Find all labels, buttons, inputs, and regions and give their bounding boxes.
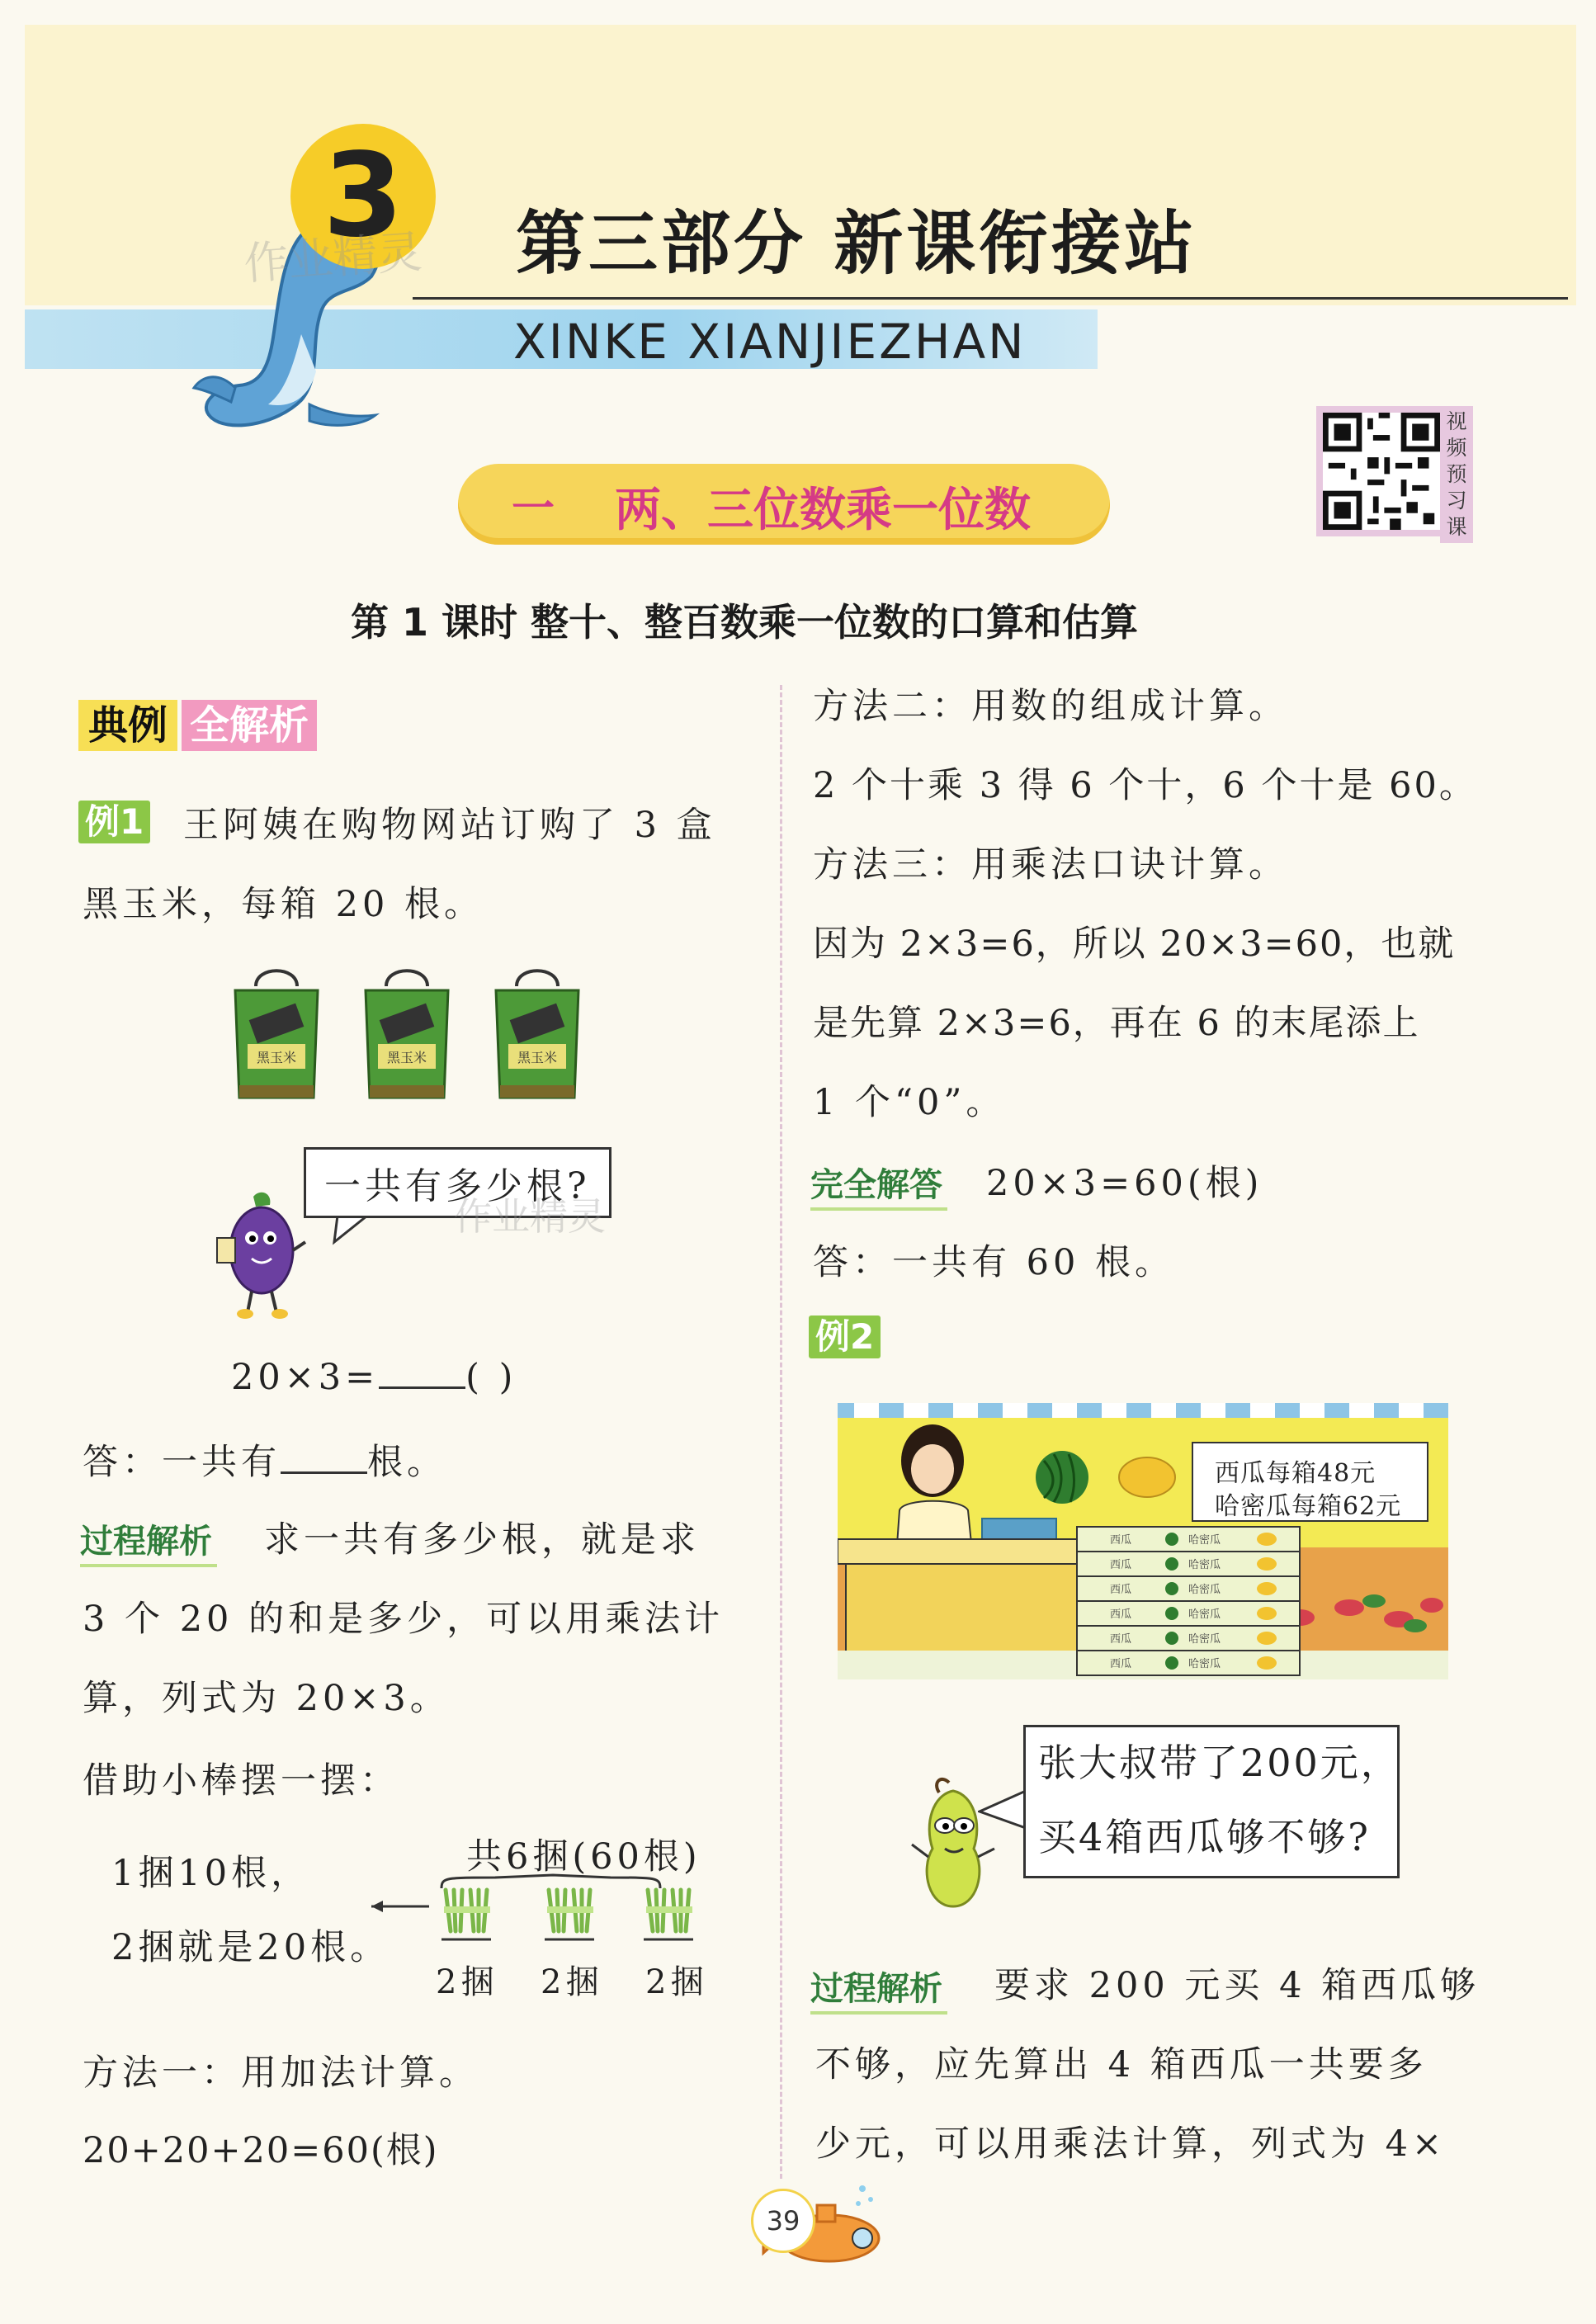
price-line-2: 哈密瓜每箱62元 xyxy=(1215,1492,1402,1521)
sticks-intro: 借助小棒摆一摆： xyxy=(83,1760,399,1802)
watermark: 作业精灵 xyxy=(242,225,424,290)
qr-label: 视频预习课 xyxy=(1440,406,1473,543)
box-label-watermelon: 西瓜 xyxy=(1110,1658,1132,1670)
box-label-watermelon: 西瓜 xyxy=(1110,1584,1132,1596)
full-answer-label: 完全解答 xyxy=(810,1159,947,1211)
box-label-watermelon: 西瓜 xyxy=(1110,1559,1132,1571)
sticks-total: 共6捆(60根) xyxy=(466,1836,701,1878)
formula-prefix: 20×3= xyxy=(231,1357,380,1398)
qr-code[interactable] xyxy=(1316,406,1447,536)
example2-tag: 例2 xyxy=(809,1316,881,1358)
bundle-label: 2捆 xyxy=(645,1963,708,2001)
speech-line-2: 买4箱西瓜够不够? xyxy=(1038,1815,1371,1859)
box-label-watermelon: 西瓜 xyxy=(1110,1608,1132,1621)
chapter-number: 3 xyxy=(323,129,404,263)
corn-bag-label: 黑玉米 xyxy=(386,1050,427,1065)
box-label-melon: 哈密瓜 xyxy=(1188,1633,1221,1646)
box-label-watermelon: 西瓜 xyxy=(1110,1633,1132,1646)
watermark: 作业精灵 xyxy=(454,1194,606,1239)
price-line-1: 西瓜每箱48元 xyxy=(1215,1459,1376,1488)
method1-title: 方法一：用加法计算。 xyxy=(83,2052,479,2094)
box-label-melon: 哈密瓜 xyxy=(1188,1534,1221,1547)
unit-number: 一 xyxy=(512,484,555,534)
part-title: 第三部分 新课衔接站 xyxy=(516,203,1197,284)
lesson-title: 第 1 课时 整十、整百数乘一位数的口算和估算 xyxy=(351,600,1139,645)
sticks-diagram xyxy=(371,1865,743,1964)
process2-line-3: 少元，可以用乘法计算，列式为 4× xyxy=(815,2123,1447,2165)
box-label-watermelon: 西瓜 xyxy=(1110,1534,1132,1547)
method3-title: 方法三：用乘法口诀计算。 xyxy=(813,844,1288,886)
unit-title: 两、三位数乘一位数 xyxy=(615,484,1031,537)
formula-unit-paren: ( ) xyxy=(465,1357,517,1398)
corn-bag-icon xyxy=(361,961,452,1106)
section-tag-main: 典例 xyxy=(78,700,177,751)
full-answer-calc: 20×3=60(根) xyxy=(986,1163,1263,1204)
process-line-1: 求一共有多少根，就是求 xyxy=(264,1519,700,1561)
answer-blank[interactable] xyxy=(281,1438,367,1474)
box-label-melon: 哈密瓜 xyxy=(1188,1559,1221,1571)
process-label: 过程解析 xyxy=(80,1515,217,1567)
speech-line-1: 张大叔带了200元， xyxy=(1038,1741,1401,1785)
process2-line-2: 不够，应先算出 4 箱西瓜一共要多 xyxy=(815,2044,1428,2085)
page-number: 39 xyxy=(766,2205,800,2237)
eggplant-character-icon xyxy=(210,1188,309,1320)
section-tag-accent: 全解析 xyxy=(182,700,317,751)
column-divider xyxy=(780,685,782,2179)
method3-line-2: 是先算 2×3=6，再在 6 的末尾添上 xyxy=(813,1003,1420,1044)
process2-line-1: 要求 200 元买 4 箱西瓜够 xyxy=(994,1965,1480,2006)
formula-line xyxy=(231,1353,517,1398)
box-label-melon: 哈密瓜 xyxy=(1188,1608,1221,1621)
process-line-2: 3 个 20 的和是多少，可以用乘法计 xyxy=(83,1599,725,1640)
method2-title: 方法二：用数的组成计算。 xyxy=(813,686,1288,727)
process-label-2: 过程解析 xyxy=(810,1963,947,2015)
box-label-melon: 哈密瓜 xyxy=(1188,1584,1221,1596)
part-pinyin: XINKE XIANJIEZHAN xyxy=(513,314,1027,370)
answer-line xyxy=(83,1434,446,1485)
example1-line-1: 王阿姨在购物网站订购了 3 盒 xyxy=(183,805,716,846)
method3-line-1: 因为 2×3=6，所以 20×3=60，也就 xyxy=(813,923,1456,965)
bundle-label: 2捆 xyxy=(541,1963,603,2001)
sticks-note-2: 2捆就是20根。 xyxy=(111,1927,390,1968)
header-rule xyxy=(413,297,1568,300)
answer-prefix: 答：一共有 xyxy=(83,1442,281,1483)
method3-line-3: 1 个“0”。 xyxy=(813,1082,1006,1123)
fruit-shop-scene xyxy=(838,1403,1448,1679)
speech-bubble: 一共有多少根? xyxy=(304,1147,611,1218)
answer-suffix: 根。 xyxy=(367,1442,446,1483)
qr-code-icon xyxy=(1323,413,1440,530)
full-answer-text: 答：一共有 60 根。 xyxy=(813,1242,1175,1283)
corn-bag-icon xyxy=(231,961,322,1106)
corn-bag-label: 黑玉米 xyxy=(517,1050,558,1065)
method2-text: 2 个十乘 3 得 6 个十，6 个十是 60。 xyxy=(813,765,1477,806)
method1-calc: 20+20+20=60(根) xyxy=(83,2130,439,2171)
bundle-label: 2捆 xyxy=(436,1963,498,2001)
example1-line-2: 黑玉米，每箱 20 根。 xyxy=(83,884,484,925)
example1-tag: 例1 xyxy=(78,801,150,843)
corn-bag-label: 黑玉米 xyxy=(256,1050,297,1065)
formula-blank[interactable] xyxy=(379,1353,465,1389)
sticks-note-1: 1捆10根， xyxy=(111,1853,311,1894)
corn-bag-icon xyxy=(492,961,583,1106)
box-label-melon: 哈密瓜 xyxy=(1188,1658,1221,1670)
pear-character-icon xyxy=(908,1774,999,1915)
process-line-3: 算，列式为 20×3。 xyxy=(83,1678,450,1719)
